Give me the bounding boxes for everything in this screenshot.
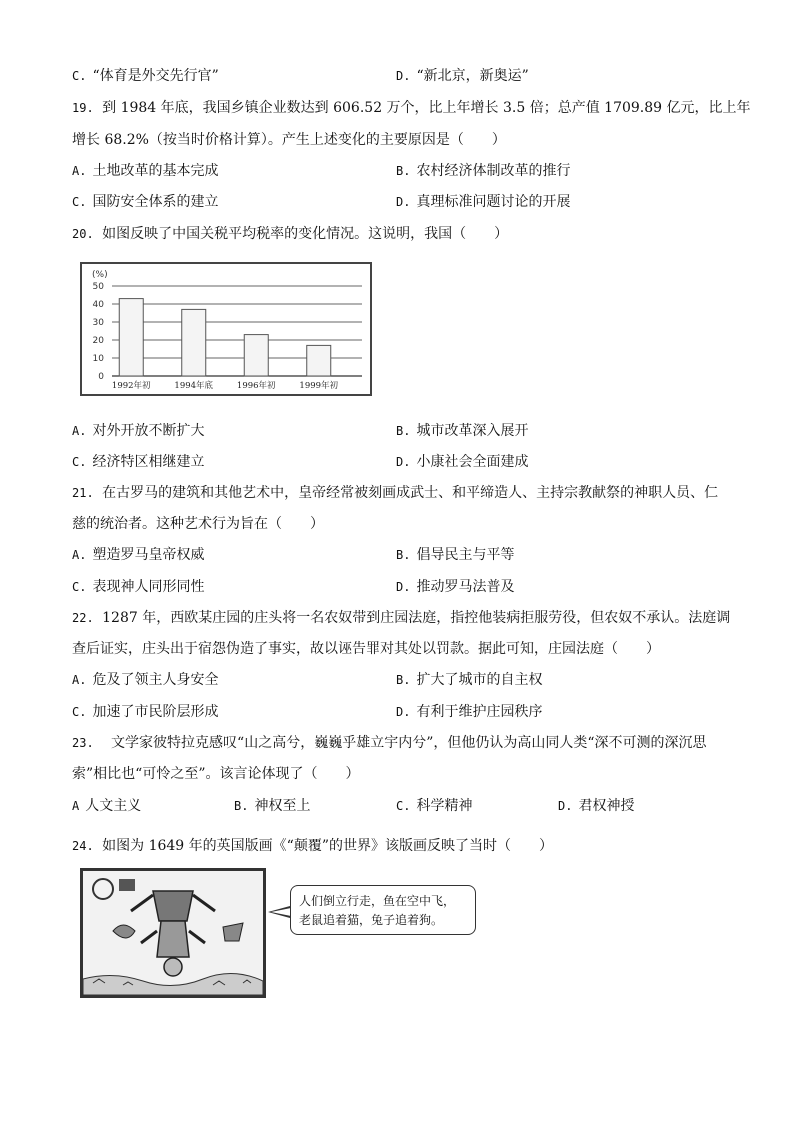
- chart-canvas: [82, 264, 370, 394]
- question-23-stem-cont: 索”相比也“可怜之至”。该言论体现了（ ）: [72, 766, 360, 782]
- q22-option-d[interactable]: D. 有利于维护庄园秩序: [396, 704, 543, 720]
- chart-unit-label: (%): [92, 270, 108, 280]
- q19-option-a[interactable]: A. 土地改革的基本完成: [72, 163, 219, 179]
- q20-option-d[interactable]: D. 小康社会全面建成: [396, 454, 529, 470]
- q21-option-a[interactable]: A. 塑造罗马皇帝权威: [72, 547, 205, 563]
- x-tick-label: 1992年初: [111, 381, 151, 391]
- y-tick-label: 30: [92, 318, 104, 328]
- q22-option-b[interactable]: B. 扩大了城市的自主权: [396, 672, 543, 688]
- y-tick-label: 40: [92, 300, 104, 310]
- question-21-stem: 21. 在古罗马的建筑和其他艺术中，皇帝经常被刻画成武士、和平缔造人、主持宗教献祭的神职人员、仁: [72, 485, 719, 501]
- q23-option-c[interactable]: C. 科学精神: [396, 798, 473, 814]
- woodcut-print-image: [80, 868, 266, 998]
- y-tick-label: 50: [92, 282, 104, 292]
- question-22-stem: 22. 1287 年，西欧某庄园的庄头将一名农奴带到庄园法庭，指控他装病拒服劳役，但农奴不承认。法庭调: [72, 610, 731, 626]
- q23-option-b[interactable]: B. 神权至上: [234, 798, 311, 814]
- q20-option-a[interactable]: A. 对外开放不断扩大: [72, 423, 205, 439]
- q19-option-d[interactable]: D. 真理标准问题讨论的开展: [396, 194, 571, 210]
- x-tick-label: 1996年初: [236, 381, 276, 391]
- question-19-stem-cont: 增长 68.2%（按当时价格计算）。产生上述变化的主要原因是（ ）: [72, 132, 506, 148]
- bar: [307, 345, 331, 376]
- q23-option-d[interactable]: D. 君权神授: [558, 798, 635, 814]
- q20-option-c[interactable]: C. 经济特区相继建立: [72, 454, 205, 470]
- option-d[interactable]: D. “新北京，新奥运”: [396, 68, 529, 84]
- y-tick-label: 10: [92, 354, 104, 364]
- q21-option-b[interactable]: B. 倡导民主与平等: [396, 547, 515, 563]
- x-tick-label: 1999年初: [299, 381, 339, 391]
- question-20-stem: 20. 如图反映了中国关税平均税率的变化情况。这说明，我国（ ）: [72, 226, 509, 242]
- bar: [119, 299, 143, 376]
- bar: [182, 309, 206, 376]
- q21-option-d[interactable]: D. 推动罗马法普及: [396, 579, 515, 595]
- tariff-bar-chart: [80, 262, 372, 396]
- question-24-stem: 24. 如图为 1649 年的英国版画《“颠覆”的世界》该版画反映了当时（ ）: [72, 838, 553, 854]
- option-c[interactable]: C. “体育是外交先行官”: [72, 68, 219, 84]
- question-23-stem: 23. 文学家彼特拉克感叹“山之高兮，巍巍乎雄立宇内兮”，但他仍认为高山同人类“深不可测的深沉思: [72, 735, 707, 751]
- question-22-stem-cont: 查后证实，庄头出于宿怨伪造了事实，故以诬告罪对其处以罚款。据此可知，庄园法庭（ ）: [72, 641, 660, 657]
- x-tick-label: 1994年底: [174, 381, 214, 391]
- bar: [244, 335, 268, 376]
- q21-option-c[interactable]: C. 表现神人同形同性: [72, 579, 205, 595]
- woodcut-illustration: [83, 871, 263, 995]
- q22-option-c[interactable]: C. 加速了市民阶层形成: [72, 704, 219, 720]
- speech-bubble: 人们倒立行走，鱼在空中飞， 老鼠追着猫，兔子追着狗。: [290, 885, 476, 935]
- y-tick-label: 20: [92, 336, 104, 346]
- q20-option-b[interactable]: B. 城市改革深入展开: [396, 423, 529, 439]
- question-21-stem-cont: 慈的统治者。这种艺术行为旨在（ ）: [72, 516, 324, 532]
- q22-option-a[interactable]: A. 危及了领主人身安全: [72, 672, 219, 688]
- q23-option-a[interactable]: A 人文主义: [72, 798, 142, 814]
- q19-option-c[interactable]: C. 国防安全体系的建立: [72, 194, 219, 210]
- q19-option-b[interactable]: B. 农村经济体制改革的推行: [396, 163, 571, 179]
- y-tick-label: 0: [98, 372, 104, 382]
- question-19-stem: 19. 到 1984 年底，我国乡镇企业数达到 606.52 万个，比上年增长 3.5 倍；总产值 1709.89 亿元，比上年: [72, 100, 751, 116]
